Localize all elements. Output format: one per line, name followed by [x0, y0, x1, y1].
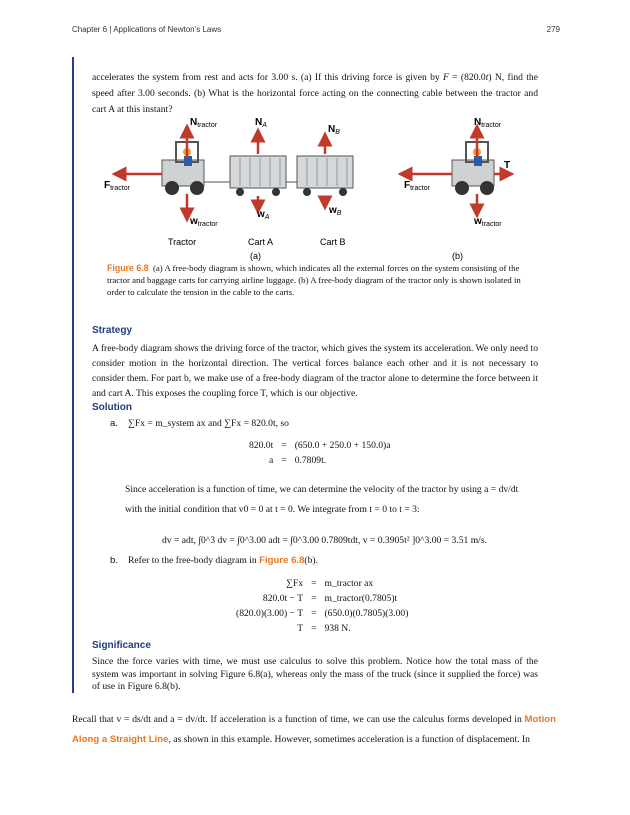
label-f-tractor-b: $F_{tractor}$	[404, 180, 430, 192]
solution-a-eq1: a. ∑Fx = m_system ax and ∑Fx = 820.0t, so	[110, 418, 289, 429]
label-n-b: $N_B$	[328, 124, 340, 136]
label-f-tractor-a: $F_{tractor}$	[104, 180, 130, 192]
free-body-diagram	[100, 112, 540, 262]
solution-a-integral: dv = adt, ∫0^3 dv = ∫0^3.00 adt = ∫0^3.00 0.7809tdt, v = 0.3905t² ]0^3.00 = 3.51 m/s.	[162, 535, 487, 546]
strategy-heading: Strategy	[92, 325, 133, 336]
link-motion-straight-line[interactable]: Motion Along a Straight Line	[72, 714, 556, 745]
recall-paragraph: Recall that v = ds/dt and a = dv/dt. If acceleration is a function of time, we can use the calculus forms developed in Motion Along a Straight Line, as shown in this example. However, sometimes acceleration is a function of displacement. In	[72, 714, 556, 745]
cart-b	[297, 156, 353, 196]
caption-tractor: Tractor	[168, 237, 197, 247]
tractor-b	[452, 142, 494, 195]
label-w-a: $w_A$	[257, 209, 270, 221]
solution-b-text: b. Refer to the free-body diagram in Figure 6.8(b).	[110, 555, 319, 566]
example-sidebar-rule	[72, 57, 74, 693]
chapter-header: Chapter 6 | Applications of Newton’s Laws	[72, 25, 222, 34]
figure-link-b[interactable]: Figure 6.8	[259, 555, 305, 566]
label-n-a: $N_A$	[255, 117, 267, 129]
solution-b-equations: ∑Fx = m_tractor ax 820.0t − T = m_tractor(0.7805)t (820.0)(3.00) − T = (650.0)(0.7805)(3.00) T = 938 N.	[236, 578, 409, 634]
label-w-b: $w_B$	[329, 205, 342, 217]
strategy-text: A free-body diagram shows the driving force of the tractor, which gives the system its acceleration. We only need to consider motion in the horizontal direction. The vertical forces balance each other and it is not necessary to consider them. For part b, we make use of a free-body diagram of the tractor alone to determine the force between it and cart A. This exposes the coupling force T, which is our objective.	[92, 343, 538, 399]
page-number: 279	[546, 25, 560, 34]
caption-cart-a: Cart A	[248, 237, 274, 247]
label-w-tractor-a: $w_{tractor}$	[190, 216, 218, 228]
solution-a-text1: Since acceleration is a function of time, we can determine the velocity of the tractor by using a = dv/dt	[125, 484, 519, 495]
label-w-tractor-b: $w_{tractor}$	[474, 216, 502, 228]
cart-a	[230, 156, 286, 196]
caption-b: (b)	[452, 251, 463, 261]
label-t: T	[504, 160, 511, 171]
tractor-a	[162, 142, 204, 195]
significance-text: Since the force varies with time, we must use calculus to solve this problem. Notice how the total mass of the system was important in solving Figure 6.8(a), whereas only the mass of the truck (since it supplied the force) was of use in Figure 6.8(b).	[92, 656, 538, 692]
solution-heading: Solution	[92, 402, 132, 413]
intro-paragraph: accelerates the system from rest and acts for 3.00 s. (a) If this driving force is given by F = (820.0t) N, find the speed after 3.00 seconds. (b) What is the horizontal force acting on the connecting cable between the tractor and cart A at this instant?	[92, 72, 538, 115]
label-n-tractor-a: $N_{tractor}$	[190, 117, 218, 129]
significance-heading: Significance	[92, 640, 151, 651]
solution-a-text2: with the initial condition that v0 = 0 at t = 0. We integrate from t = 0 to t = 3:	[125, 504, 420, 515]
label-n-tractor-b: $N_{tractor}$	[474, 117, 502, 129]
caption-a: (a)	[250, 251, 261, 261]
figure-caption: Figure 6.8 (a) A free-body diagram is shown, which indicates all the external forces on the system consisting of the tractor and baggage carts for carrying airline luggage. (b) A free-body diagram of the tractor only is shown isolated in order to calculate the tension in the cable to the carts.	[107, 263, 521, 297]
solution-a-equations: 820.0t = (650.0 + 250.0 + 150.0)a a = 0.7809t.	[249, 440, 391, 466]
caption-cart-b: Cart B	[320, 237, 346, 247]
